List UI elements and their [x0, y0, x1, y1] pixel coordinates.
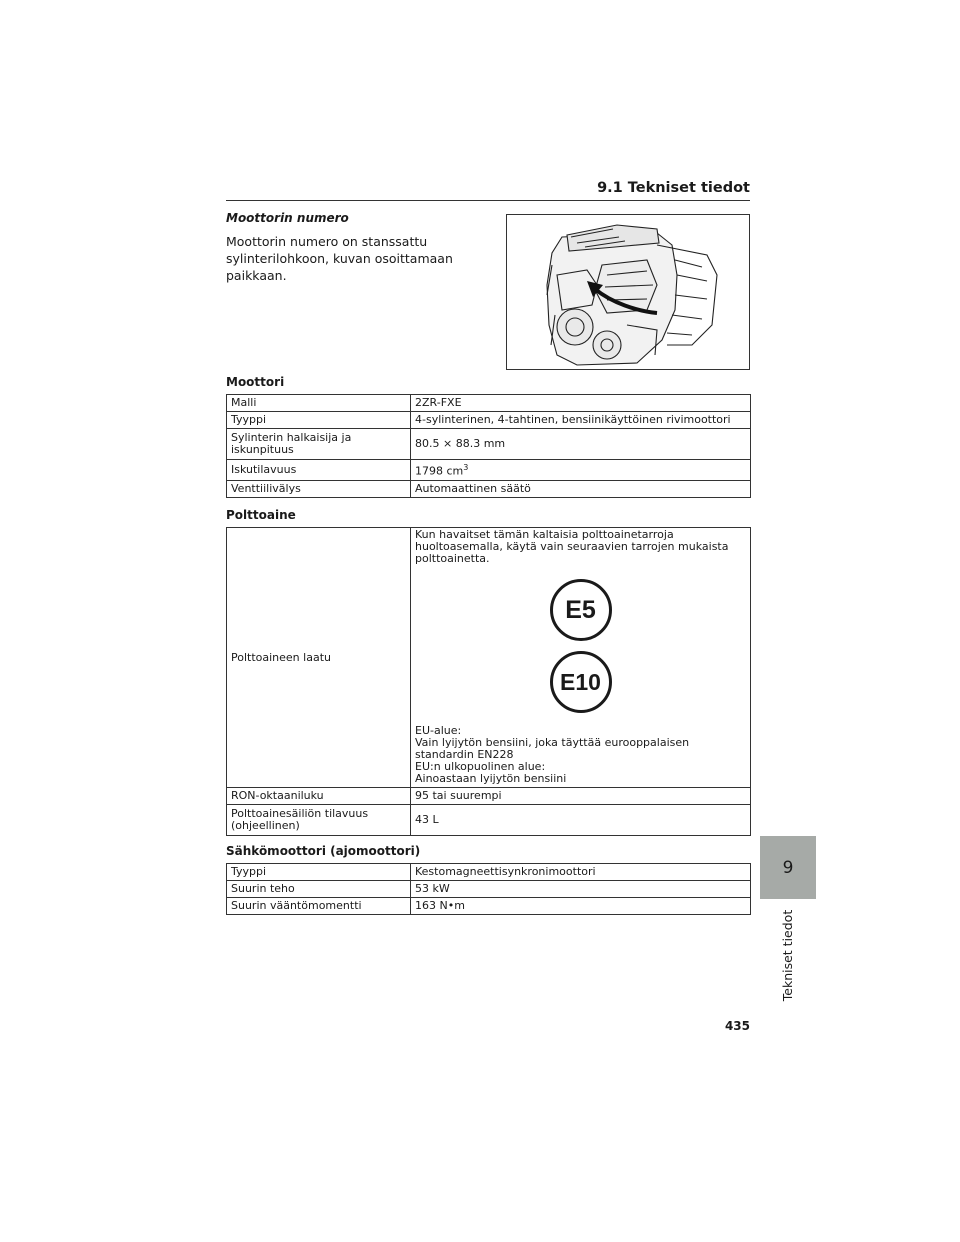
row-value: Kestomagneettisynkronimoottori [411, 864, 751, 881]
fuel-quality-cell [411, 528, 751, 788]
row-key: Polttoainesäiliön tilavuus (ohjeellinen) [227, 805, 411, 836]
table-row [227, 412, 751, 429]
row-value: 80.5 × 88.3 mm [411, 429, 751, 460]
fuel-table [226, 527, 751, 836]
eu-line: EU:n ulkopuolinen alue: [415, 760, 546, 773]
eu-line: Ainoastaan lyijytön bensiini [415, 772, 567, 785]
row-value: 163 N•m [411, 898, 751, 915]
row-key: Sylinterin halkaisija ja iskunpituus [227, 429, 411, 460]
engine-table [226, 394, 751, 498]
row-key: Polttoaineen laatu [227, 528, 411, 788]
row-key: Venttiilivälys [227, 480, 411, 497]
row-value: 53 kW [411, 881, 751, 898]
row-key: Tyyppi [227, 412, 411, 429]
engine-number-title: Moottorin numero [226, 211, 349, 225]
row-key: Iskutilavuus [227, 460, 411, 481]
table-row [227, 805, 751, 836]
section-title: 9.1 Tekniset tiedot [597, 180, 750, 196]
table-row [227, 528, 751, 788]
chapter-tab [760, 836, 816, 899]
chapter-number: 9 [782, 857, 794, 878]
row-value: Automaattinen säätö [411, 480, 751, 497]
page-header [226, 178, 750, 201]
table-row [227, 429, 751, 460]
row-key: Tyyppi [227, 864, 411, 881]
row-value: 95 tai suurempi [411, 788, 751, 805]
eu-line: Vain lyijytön bensiini, joka täyttää eurooppalaisen standardin EN228 [415, 736, 690, 761]
e10-badge: E10 [550, 651, 612, 713]
fuel-quality-intro: Kun havaitset tämän kaltaisia polttoainetarroja huoltoasemalla, käytä vain seuraavien tarrojen mukaista polttoainetta. [415, 528, 729, 565]
table-row [227, 395, 751, 412]
row-value [411, 460, 751, 481]
fuel-badges [415, 579, 746, 713]
e5-badge: E5 [550, 579, 612, 641]
table-row [227, 898, 751, 915]
eu-line: EU-alue: [415, 724, 462, 737]
row-value: 43 L [411, 805, 751, 836]
row-value: 4-sylinterinen, 4-tahtinen, bensiinikäyttöinen rivimoottori [411, 412, 751, 429]
motor-table [226, 863, 751, 915]
page-number: 435 [724, 1019, 750, 1033]
table-row [227, 864, 751, 881]
row-key: Suurin vääntömomentti [227, 898, 411, 915]
engine-drawing [507, 215, 749, 369]
engine-number-text: Moottorin numero on stanssattu sylinterilohkoon, kuvan osoittamaan paikkaan. [226, 234, 453, 283]
row-key: Malli [227, 395, 411, 412]
row-key: RON-oktaaniluku [227, 788, 411, 805]
table-row [227, 460, 751, 481]
motor-heading: Sähkömoottori (ajomoottori) [226, 844, 421, 858]
engine-illustration [506, 214, 750, 370]
displacement-value: 1798 cm [415, 464, 464, 478]
chapter-label: Tekniset tiedot [780, 909, 796, 1001]
table-row [227, 480, 751, 497]
row-value: 2ZR-FXE [411, 395, 751, 412]
row-key: Suurin teho [227, 881, 411, 898]
superscript: 3 [463, 463, 469, 472]
table-row [227, 788, 751, 805]
fuel-heading: Polttoaine [226, 508, 296, 522]
table-row [227, 881, 751, 898]
engine-heading: Moottori [226, 375, 285, 389]
chapter-label-container [745, 910, 831, 1000]
